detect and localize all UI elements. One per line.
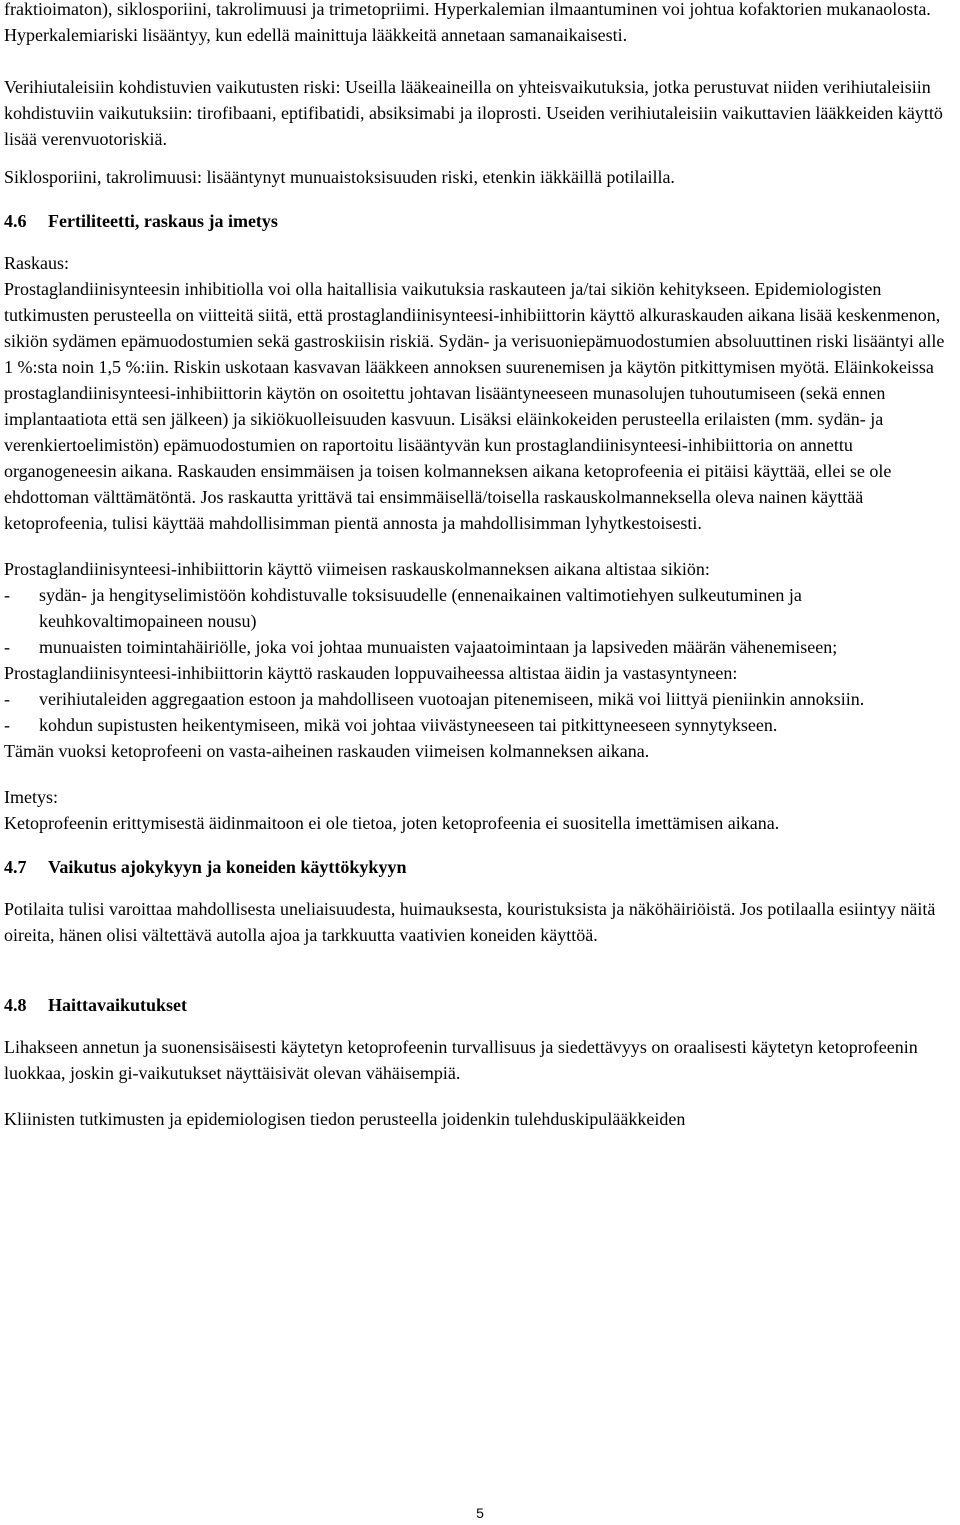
paragraph-third-trimester: Prostaglandiinisynteesi-inhibiittorin käyttö viimeisen raskauskolmanneksen aikana altistaa sikiön: [4,559,710,579]
paragraph-cyclosporine: Siklosporiini, takrolimuusi: lisääntynyt munuaistoksisuuden riski, etenkin iäkkäillä potilailla. [4,167,675,187]
document-page [4,0,952,1132]
label-breastfeeding: Imetys: [4,787,58,807]
list-item [4,634,952,660]
page-number: 5 [476,1505,484,1521]
list-item-text: sydän- ja hengityselimistöön kohdistuvalle toksisuudelle (ennenaikainen valtimotiehyen sulkeutuminen ja keuhkovaltimopaineen nousu) [39,585,802,631]
paragraph-adverse-effects: Lihakseen annetun ja suonensisäisesti käytetyn ketoprofeenin turvallisuus ja siedettävyys on oraalisesti käytetyn ketoprofeenin luokkaa, joskin gi-vaikutukset näyttäisivät olevan vähäisempiä. [4,1037,918,1083]
paragraph-driving: Potilaita tulisi varoittaa mahdollisesta uneliaisuudesta, huimauksesta, kouristuksista ja näköhäiriöistä. Jos potilaalla esiintyy näitä oireita, hänen olisi vältettävä autolla ajoa ja tarkkuutta vaativien koneiden käyttöä. [4,899,936,945]
paragraph-late-pregnancy: Prostaglandiinisynteesi-inhibiittorin käyttö raskauden loppuvaiheessa altistaa äidin ja vastasyntyneen: [4,663,738,683]
section-title: Haittavaikutukset [48,995,188,1015]
label-pregnancy: Raskaus: [4,253,69,273]
list-item-text: munuaisten toimintahäiriölle, joka voi johtaa munuaisten vajaatoimintaan ja lapsiveden määrän vähenemiseen; [39,637,838,657]
dash-marker: - [4,715,10,735]
section-title: Vaikutus ajokykyyn ja koneiden käyttökykyyn [48,857,407,877]
dash-marker: - [4,585,10,605]
section-number: 4.6 [4,211,27,231]
list-item [4,712,952,738]
paragraph-breastfeeding: Ketoprofeenin erittymisestä äidinmaitoon ei ole tietoa, joten ketoprofeenia ei suositella imettämisen aikana. [4,813,780,833]
section-number: 4.8 [4,995,27,1015]
section-number: 4.7 [4,857,27,877]
paragraph-hyperkalemia: fraktioimaton), siklosporiini, takrolimuusi ja trimetopriimi. Hyperkalemian ilmaantuminen voi johtua kofaktorien mukanaolosta. Hyperkalemiariski lisääntyy, kun edellä mainittuja lääkkeitä annetaan samanaikaisesti. [4,0,931,45]
paragraph-clinical-studies: Kliinisten tutkimusten ja epidemiologisen tiedon perusteella joidenkin tulehduskipulääkkeiden [4,1109,686,1129]
paragraph-contraindication: Tämän vuoksi ketoprofeeni on vasta-aiheinen raskauden viimeisen kolmanneksen aikana. [4,741,650,761]
dash-marker: - [4,689,10,709]
section-heading-4-6 [4,208,952,234]
paragraph-pregnancy: Prostaglandiinisynteesin inhibitiolla voi olla haitallisia vaikutuksia raskauteen ja/tai sikiön kehitykseen. Epidemiologisten tutkimusten perusteella on viitteitä siitä, että prostaglandiinisynteesi-inhibiittorin käyttö alkuraskauden aikana lisää keskenmenon, sikiön sydämen epämuodostumien sekä gastroskiisin riskiä. Sydän- ja verisuoniepämuodostumien absoluuttinen riski lisääntyi alle 1 %:sta noin 1,5 %:iin. Riskin uskotaan kasvavan lääkkeen annoksen suurenemisen ja käytön pitkittymisen myötä. Eläinkokeissa prostaglandiinisynteesi-inhibiittorin käytön on osoitettu johtavan lisääntyneeseen munasolujen tuhoutumiseen (sekä ennen implantaatiota että sen jälkeen) ja sikiökuolleisuuden kasvuun. Lisäksi eläinkokeiden perusteella erilaisten (mm. sydän- ja verenkiertoelimistön) epämuodostumien on raportoitu lisääntyvän kun prostaglandiinisynteesi-inhibiittoria on annettu organogeneesin aikana. Raskauden ensimmäisen ja toisen kolmanneksen aikana ketoprofeenia ei pitäisi käyttää, ellei se ole ehdottoman välttämätöntä. Jos raskautta yrittävä tai ensimmäisellä/toisella raskauskolmanneksella oleva nainen käyttää ketoprofeenia, tulisi käyttää mahdollisimman pientä annosta ja mahdollisimman lyhytkestoisesti. [4,279,945,533]
section-heading-4-8 [4,992,952,1018]
list-item-text: verihiutaleiden aggregaation estoon ja mahdolliseen vuotoajan pitenemiseen, mikä voi liittyä pieniinkin annoksiin. [39,689,865,709]
section-heading-4-7 [4,854,952,880]
paragraph-platelet-risk: Verihiutaleisiin kohdistuvien vaikutusten riski: Useilla lääkeaineilla on yhteisvaikutuksia, jotka perustuvat niiden verihiutaleisiin kohdistuviin vaikutuksiin: tirofibaani, eptifibatidi, absiksimabi ja iloprosti. Useiden verihiutaleisiin vaikuttavien lääkkeiden käyttö lisää verenvuotoriskiä. [4,77,943,149]
dash-marker: - [4,637,10,657]
list-item-text: kohdun supistusten heikentymiseen, mikä voi johtaa viivästyneeseen tai pitkittyneeseen synnytykseen. [39,715,778,735]
list-item [4,582,952,634]
list-item [4,686,952,712]
section-title: Fertiliteetti, raskaus ja imetys [48,211,278,231]
